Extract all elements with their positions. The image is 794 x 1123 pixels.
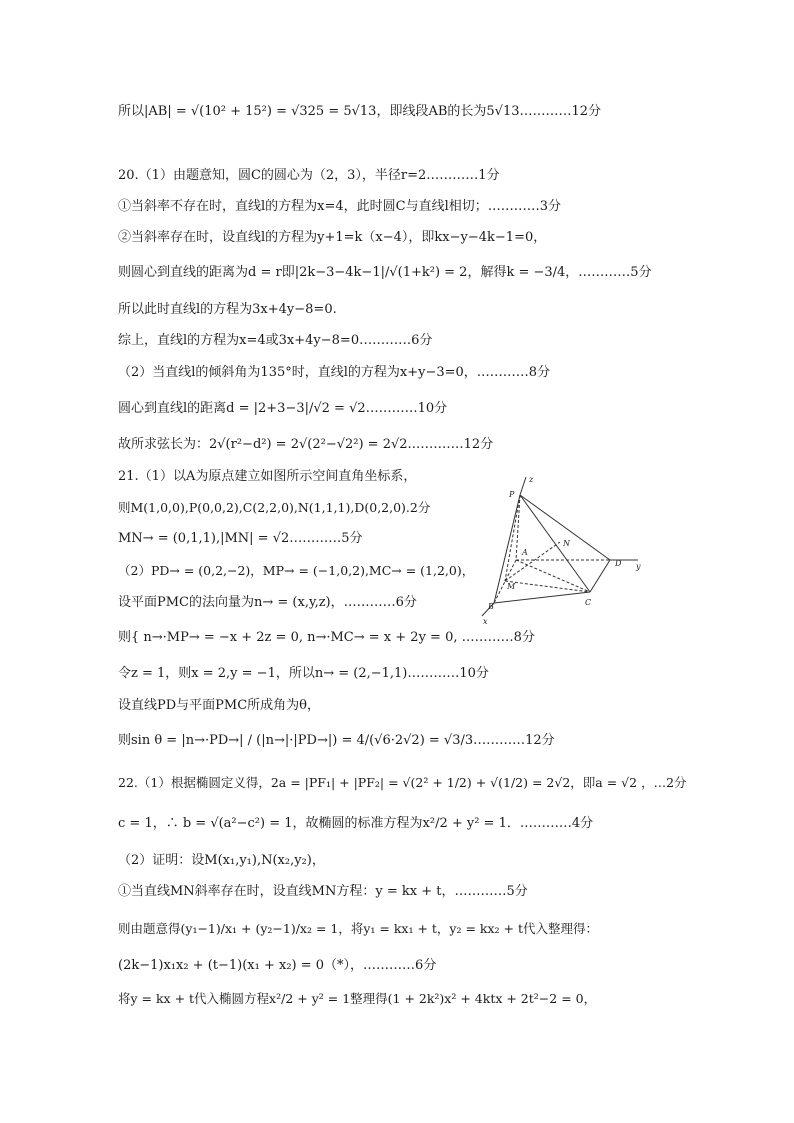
text-line: (2k−1)x₁x₂ + (t−1)(x₁ + x₂) = 0（*），…………6分 [118, 958, 437, 973]
text-line: 则{ n→·MP→ = −x + 2z = 0, n→·MC→ = x + 2y = 0, …………8分 [118, 630, 535, 645]
label-N: N [563, 539, 570, 548]
text-line: 则M(1,0,0),P(0,0,2),C(2,2,0),N(1,1,1),D(0,2,0).2分 [118, 500, 431, 515]
text-line: 令z = 1，则x = 2,y = −1，所以n→ = (2,−1,1)…………10分 [118, 666, 489, 681]
text-line: 所以|AB| = √(10² + 15²) = √325 = 5√13，即线段AB的长为5√13…………12分 [118, 104, 602, 119]
problem-22-heading: 22.（1）根据椭圆定义得，2a = |PF₁| + |PF₂| = √(2² + 1/2) + √(1/2) = 2√2，即a = √2 ，…2分 [118, 775, 687, 790]
label-x: x [483, 617, 488, 625]
text-line: 将y = kx + t代入椭圆方程x²/2 + y² = 1整理得(1 + 2k²)x² + 4ktx + 2t²−2 = 0， [118, 991, 597, 1006]
text-line: 设直线PD与平面PMC所成角为θ， [118, 698, 321, 713]
edge-BC [494, 592, 590, 603]
problem-21-heading: 21.（1）以A为原点建立如图所示空间直角坐标系， [118, 469, 417, 484]
label-y: y [636, 562, 641, 571]
text-line: c = 1，∴ b = √(a²−c²) = 1，故椭圆的标准方程为x²/2 + y² = 1．…………4分 [118, 816, 594, 831]
text-line: （2）当直线l的倾斜角为135°时，直线l的方程为x+y−3=0，…………8分 [118, 365, 551, 380]
label-M: M [507, 582, 516, 591]
label-P: P [509, 490, 515, 499]
problem-20-heading: 20.（1）由题意知，圆C的圆心为（2，3），半径r=2…………1分 [118, 168, 500, 183]
edge-CD [590, 560, 610, 592]
segment-PM [505, 495, 520, 581]
pyramid-figure [472, 470, 652, 625]
text-line: ①当直线MN斜率存在时，设直线MN方程：y = kx + t，…………5分 [118, 884, 528, 899]
label-D: D [615, 559, 622, 568]
text-line: ②当斜率存在时，设直线l的方程为y+1=k（x−4），即kx−y−4k−1=0， [118, 230, 547, 245]
label-B: B [488, 602, 494, 611]
z-axis [520, 477, 526, 495]
text-line: （2）PD→ = (0,2,−2)，MP→ = (−1,0,2),MC→ = (1,2,0)， [118, 563, 475, 578]
edge-PC [520, 495, 590, 592]
text-line: 则圆心到直线的距离为d = r即|2k−3−4k−1|/√(1+k²) = 2，解得k = −3/4，…………5分 [118, 265, 652, 280]
text-line: 则sin θ = |n→·PD→| / (|n→|·|PD→|) = 4/(√6·2√2) = √3/3…………12分 [118, 733, 555, 748]
segment-MN [505, 542, 560, 581]
label-A: A [522, 548, 528, 557]
label-C: C [585, 598, 592, 607]
text-line: 则由题意得(y₁−1)/x₁ + (y₂−1)/x₂ = 1，将y₁ = kx₁ + t，y₂ = kx₂ + t代入整理得： [118, 921, 598, 936]
text-line: 所以此时直线l的方程为3x+4y−8=0. [118, 302, 337, 317]
text-line: （2）证明：设M(x₁,y₁),N(x₂,y₂)， [118, 853, 325, 868]
text-line: 圆心到直线l的距离d = |2+3−3|/√2 = √2…………10分 [118, 401, 448, 416]
edge-PD [520, 495, 610, 560]
text-line: 故所求弦长为：2√(r²−d²) = 2√(2²−√2²) = 2√2.…………12分 [118, 437, 494, 452]
text-line: ①当斜率不存在时，直线l的方程为x=4，此时圆C与直线l相切；…………3分 [118, 199, 562, 214]
text-line: 设平面PMC的法向量为n→ = (x,y,z)，…………6分 [118, 595, 417, 610]
label-z: z [529, 475, 534, 484]
text-line: 综上，直线l的方程为x=4或3x+4y−8=0…………6分 [118, 333, 433, 348]
text-line: MN→ = (0,1,1),|MN| = √2…………5分 [118, 531, 363, 546]
